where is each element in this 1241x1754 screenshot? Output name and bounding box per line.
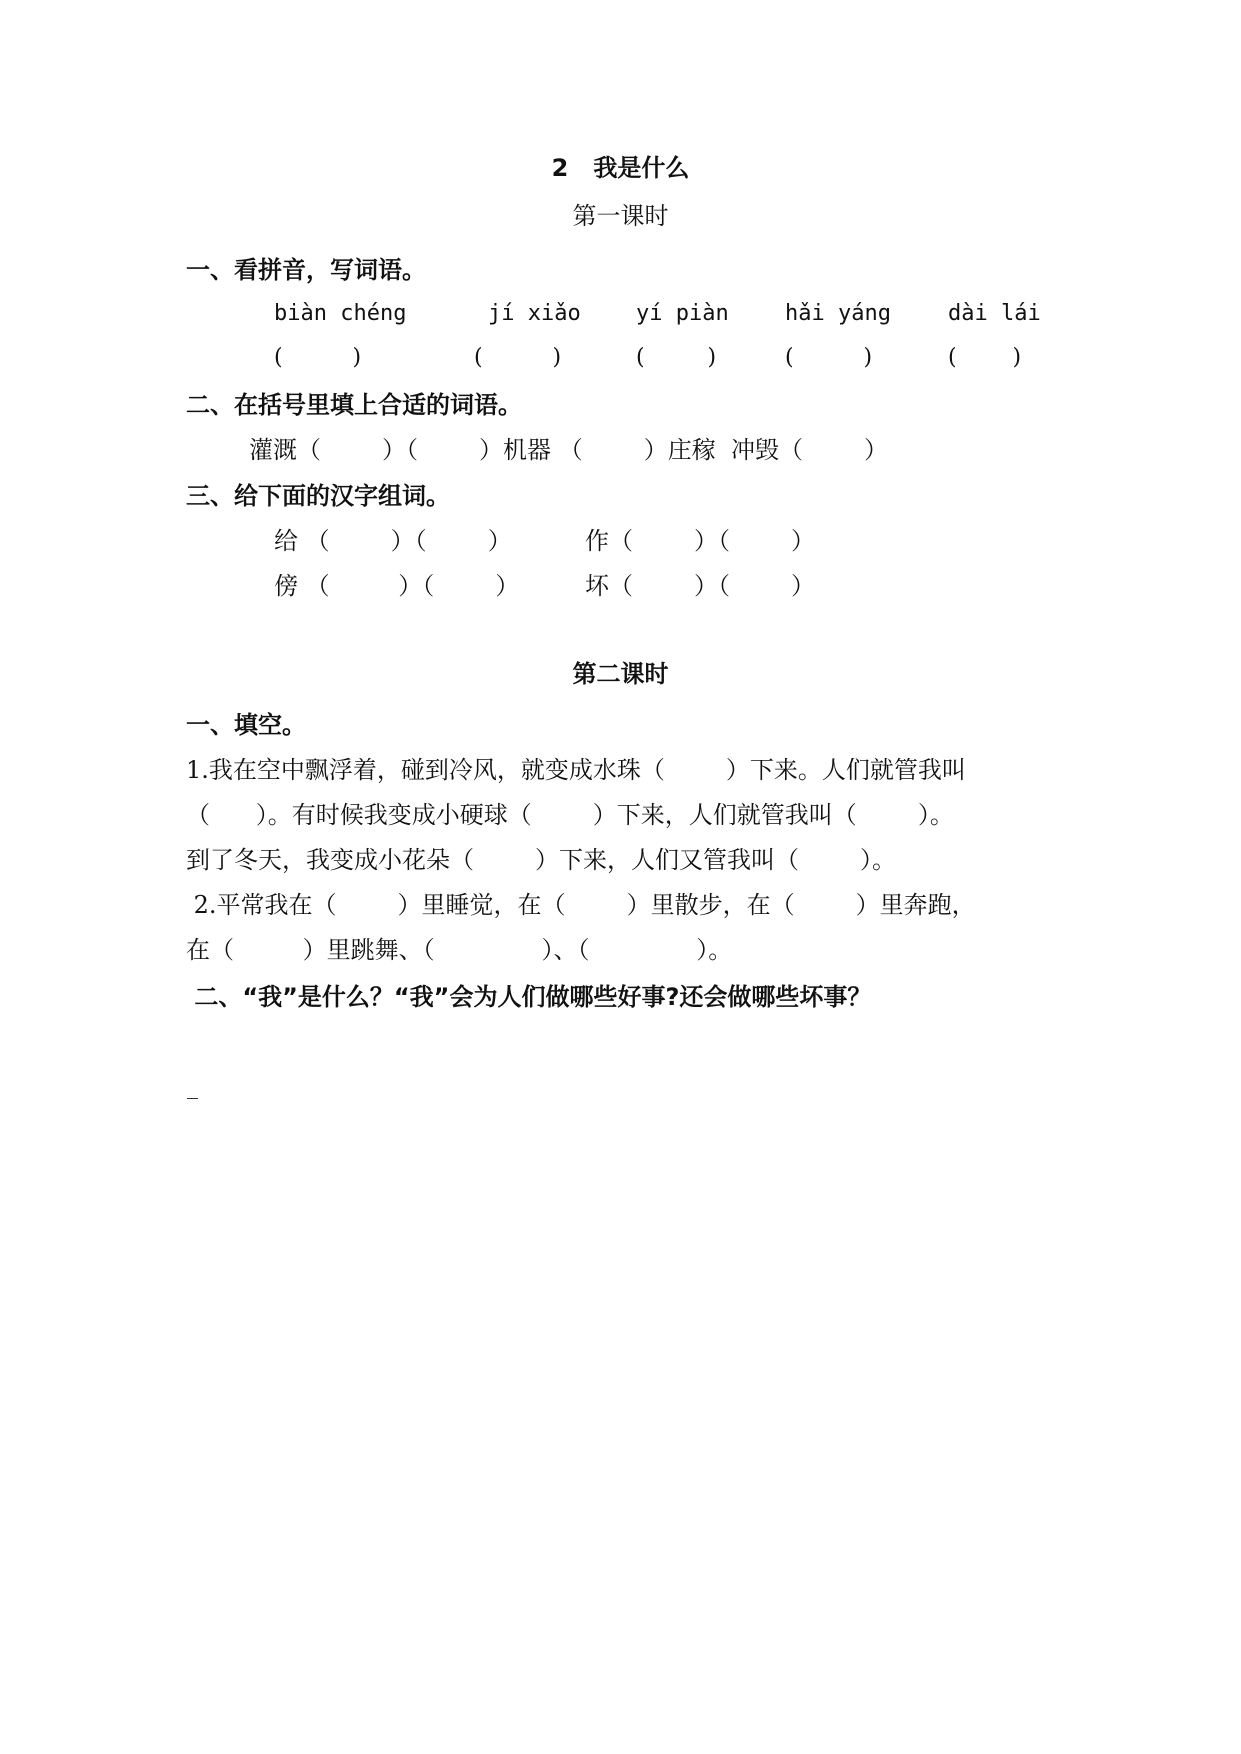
pinyin-item: jí xiǎo: [488, 301, 581, 326]
lesson2-subtitle: 第二课时: [572, 660, 669, 688]
answer-blank: ( ): [274, 345, 362, 370]
pinyin-item: hǎi yáng: [785, 301, 891, 326]
answer-blank: ( ): [785, 345, 873, 370]
fill-blank-line: 到了冬天，我变成小花朵（ ）下来，人们又管我叫（ ）。: [186, 846, 897, 874]
answer-blank: ( ): [948, 345, 1022, 370]
stray-underscore-mark: [187, 1098, 198, 1099]
fill-blank-line: 1.我在空中飘浮着，碰到冷风，就变成水珠（ ）下来。人们就管我叫: [186, 756, 966, 784]
answer-blank: ( ): [474, 345, 562, 370]
lesson1-q3-heading: 三、给下面的汉字组词。: [186, 482, 450, 510]
word-group-row: 给 （ ）（ ）: [274, 527, 512, 555]
lesson1-q1-heading: 一、看拼音，写词语。: [186, 256, 426, 284]
lesson2-q2-heading: 二、“我”是什么？“我”会为人们做哪些好事?还会做哪些坏事？: [186, 983, 872, 1011]
pinyin-item: dài lái: [948, 301, 1041, 326]
fill-blank-line: （ ）。有时候我变成小硬球（ ）下来，人们就管我叫（ ）。: [186, 801, 954, 829]
lesson1-q2-heading: 二、在括号里填上合适的词语。: [186, 391, 522, 419]
page-title: 2 我是什么: [551, 154, 690, 182]
word-group-row: 作（ ）（ ）: [585, 527, 816, 555]
lesson2-q1-heading: 一、填空。: [186, 711, 306, 739]
lesson1-subtitle: 第一课时: [572, 202, 669, 230]
pinyin-item: yí piàn: [636, 301, 729, 326]
word-group-row: 傍 （ ）（ ）: [274, 572, 520, 600]
fill-words-line: 灌溉（ ）（ ）机器 （ ）庄稼 冲毁（ ）: [249, 436, 889, 464]
word-group-row: 坏（ ）（ ）: [585, 572, 816, 600]
answer-blank: ( ): [636, 345, 717, 370]
fill-blank-line: 2.平常我在（ ）里睡觉，在（ ）里散步，在（ ）里奔跑，: [186, 891, 976, 919]
pinyin-item: biàn chéng: [274, 301, 407, 326]
fill-blank-line: 在（ ）里跳舞、（ ）、（ ）。: [186, 936, 733, 964]
